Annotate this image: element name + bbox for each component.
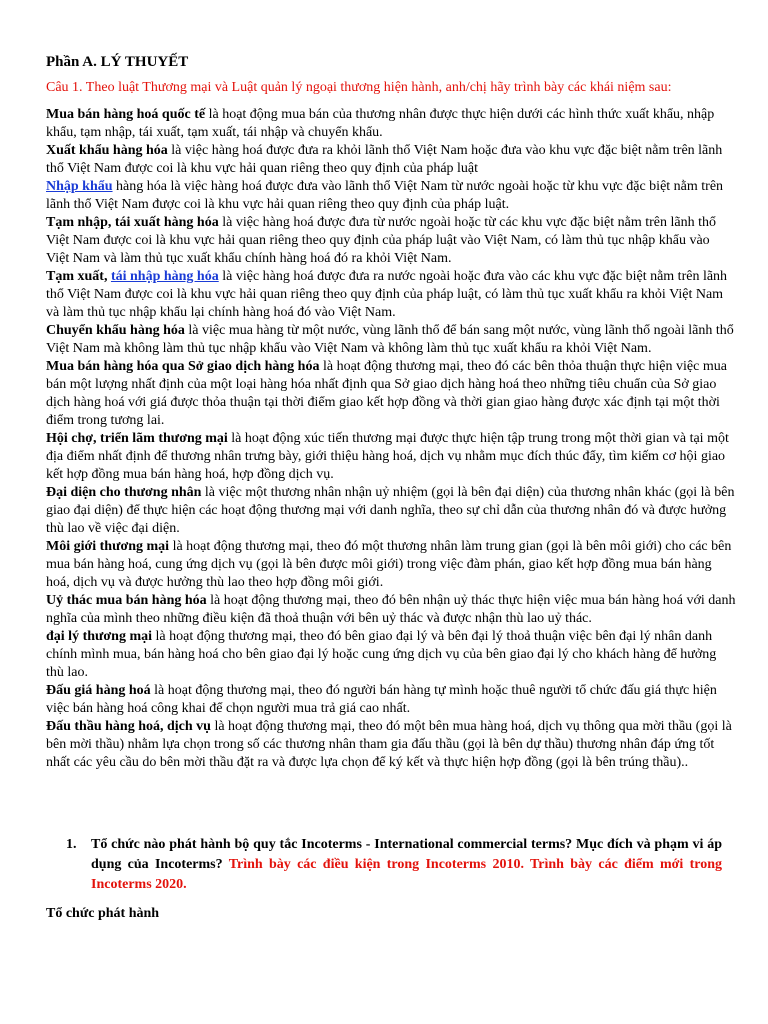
definition-text: là hoạt động thương mại, theo đó người bán hàng tự mình hoặc thuê người tổ chức đấu giá thực hiện việc bán hàng hoá công khai để chọn người mua trả giá cao nhất. xyxy=(46,683,717,716)
definition-paragraph xyxy=(46,538,736,592)
definition-text: là việc hàng hoá được đưa ra khỏi lãnh thổ Việt Nam hoặc đưa vào khu vực đặc biệt nằm trên lãnh thổ Việt Nam được coi là khu vực hải quan riêng theo quy định của pháp luật xyxy=(46,143,723,176)
definition-paragraph xyxy=(46,484,736,538)
definition-text: là việc hàng hoá được đưa ra nước ngoài hoặc đưa vào các khu vực đặc biệt nằm trên lãnh thổ Việt Nam được coi là khu vực hải quan riêng theo quy định của pháp luật, có làm thủ tục xuất khẩu ra khỏi Việt Nam và làm thủ tục nhập khẩu lại chính hàng hoá đó vào Việt Nam. xyxy=(46,269,728,320)
definition-term: Đại diện cho thương nhân xyxy=(46,485,202,500)
definition-term: Xuất khẩu hàng hóa xyxy=(46,143,168,158)
definition-term: Tạm nhập, tái xuất hàng hóa xyxy=(46,215,219,230)
definition-term: Đấu giá hàng hoá xyxy=(46,683,151,698)
question-body xyxy=(66,835,722,895)
definition-term: Chuyển khẩu hàng hóa xyxy=(46,323,185,338)
definition-text: là việc mua hàng từ một nước, vùng lãnh thổ để bán sang một nước, vùng lãnh thổ ngoài lãnh thổ Việt Nam mà không làm thủ tục nhập khẩu vào Việt Nam và không làm thủ tục xuất khẩu ra khỏi Việt Nam. xyxy=(46,323,734,356)
definition-paragraph xyxy=(46,178,736,214)
definition-term: Đấu thầu hàng hoá, dịch vụ xyxy=(46,719,211,734)
definition-text: là hoạt động thương mại, theo đó bên nhận uỷ thác thực hiện việc mua bán hàng hoá với danh nghĩa của mình theo những điều kiện đã thoả thuận với bên uỷ thác và được nhận thù lao uỷ thác. xyxy=(46,593,736,626)
definition-term: Mua bán hàng hoá quốc tế xyxy=(46,107,206,122)
definition-paragraph xyxy=(46,628,736,682)
definition-text: hàng hóa là việc hàng hoá được đưa vào lãnh thổ Việt Nam từ nước ngoài hoặc từ khu vực đặc biệt nằm trên lãnh thổ Việt Nam được coi là khu vực hải quan riêng theo quy định của pháp luật. xyxy=(46,179,724,212)
definition-text: là hoạt động thương mại, theo đó một bên mua hàng hoá, dịch vụ thông qua mời thầu (gọi là bên mời thầu) nhằm lựa chọn trong số các thương nhân tham gia đấu thầu (gọi là bên dự thầu) thương nhân đáp ứng tốt nhất các yêu cầu do bên mời thầu đặt ra và được lựa chọn để ký kết và thực hiện hợp đồng (gọi là bên trúng thầu).. xyxy=(46,719,732,770)
definition-text: là hoạt động xúc tiến thương mại được thực hiện tập trung trong một thời gian và tại một địa điểm nhất định để thương nhân trưng bày, giới thiệu hàng hoá, dịch vụ nhằm mục đích thúc đẩy, tìm kiếm cơ hội giao kết hợp đồng mua bán hàng hoá, hợp đồng dịch vụ. xyxy=(46,431,729,482)
definition-text: là hoạt động thương mại, theo đó một thương nhân làm trung gian (gọi là bên môi giới) cho các bên mua bán hàng hoá, cung ứng dịch vụ (gọi là bên được môi giới) trong việc đàm phán, giao kết hợp đồng mua bán hàng hoá, dịch vụ và được hưởng thù lao theo hợp đồng môi giới. xyxy=(46,539,732,590)
definition-text: là hoạt động thương mại, theo đó bên giao đại lý và bên đại lý thoả thuận việc bên đại lý nhân danh chính mình mua, bán hàng hoá cho bên giao đại lý hoặc cung ứng dịch vụ của bên giao đại lý cho khách hàng để hưởng thù lao. xyxy=(46,629,717,680)
subheading: Tổ chức phát hành xyxy=(46,906,160,921)
definition-text: là hoạt động mua bán của thương nhân được thực hiện dưới các hình thức xuất khẩu, nhập khẩu, tạm nhập, tái xuất, tạm xuất, tái nhập và chuyển khẩu. xyxy=(46,107,715,140)
question-number: 1. xyxy=(66,837,77,852)
nhap-khau-link[interactable]: Nhập khẩu xyxy=(46,179,113,194)
definition-paragraph xyxy=(46,322,736,358)
definition-paragraph xyxy=(46,106,736,142)
definition-paragraph xyxy=(46,268,736,322)
question-intro: Câu 1. Theo luật Thương mại và Luật quản lý ngoại thương hiện hành, anh/chị hãy trình bày các khái niệm sau: xyxy=(46,80,672,95)
definitions-list xyxy=(46,106,736,772)
definition-paragraph xyxy=(46,718,736,772)
question-black-text: Tổ chức nào phát hành bộ quy tắc Incoterms - International commercial terms? Mục đích và phạm vi áp dụng của Incoterms? xyxy=(91,837,722,872)
definition-paragraph xyxy=(46,592,736,628)
definition-paragraph xyxy=(46,682,736,718)
definition-term: Uỷ thác mua bán hàng hóa xyxy=(46,593,207,608)
definition-paragraph xyxy=(46,430,736,484)
definition-term: Hội chợ, triển lãm thương mại xyxy=(46,431,228,446)
question-red-text: Trình bày các điều kiện trong Incoterms 2010. Trình bày các điểm mới trong Incoterms 2020. xyxy=(91,857,722,892)
definition-paragraph xyxy=(46,214,736,268)
definition-term: Tạm xuất, xyxy=(46,269,111,284)
section-heading: Phần A. LÝ THUYẾT xyxy=(46,54,189,70)
definition-text: là việc hàng hoá được đưa từ nước ngoài hoặc từ các khu vực đặc biệt nằm trên lãnh thổ Việt Nam được coi là khu vực hải quan riêng theo quy định của pháp luật vào Việt Nam, có làm thủ tục nhập khẩu vào Việt Nam và làm thủ tục xuất khẩu chính hàng hoá đó ra khỏi Việt Nam. xyxy=(46,215,716,266)
definition-paragraph xyxy=(46,142,736,178)
definition-text: là việc một thương nhân nhận uỷ nhiệm (gọi là bên đại diện) của thương nhân khác (gọi là bên giao đại diện) để thực hiện các hoạt động thương mại với danh nghĩa, theo sự chỉ dẫn của thương nhân đó và được hưởng thù lao về việc đại diện. xyxy=(46,485,735,536)
definition-term: Môi giới thương mại xyxy=(46,539,170,554)
numbered-question xyxy=(66,835,722,895)
definition-text: là hoạt động thương mại, theo đó các bên thỏa thuận thực hiện việc mua bán một lượng nhất định của một loại hàng hóa nhất định qua Sở giao dịch hàng hoá theo những tiêu chuẩn của Sở giao dịch hàng hoá với giá được thỏa thuận tại thời điểm giao kết hợp đồng và thời gian giao hàng được xác định tại một thời điểm trong tương lai. xyxy=(46,359,727,428)
tai-nhap-hang-hoa-link[interactable]: tái nhập hàng hóa xyxy=(110,269,219,284)
definition-paragraph xyxy=(46,358,736,430)
definition-term: đại lý thương mại xyxy=(46,629,153,644)
definition-term: Mua bán hàng hóa qua Sở giao dịch hàng hóa xyxy=(46,359,320,374)
